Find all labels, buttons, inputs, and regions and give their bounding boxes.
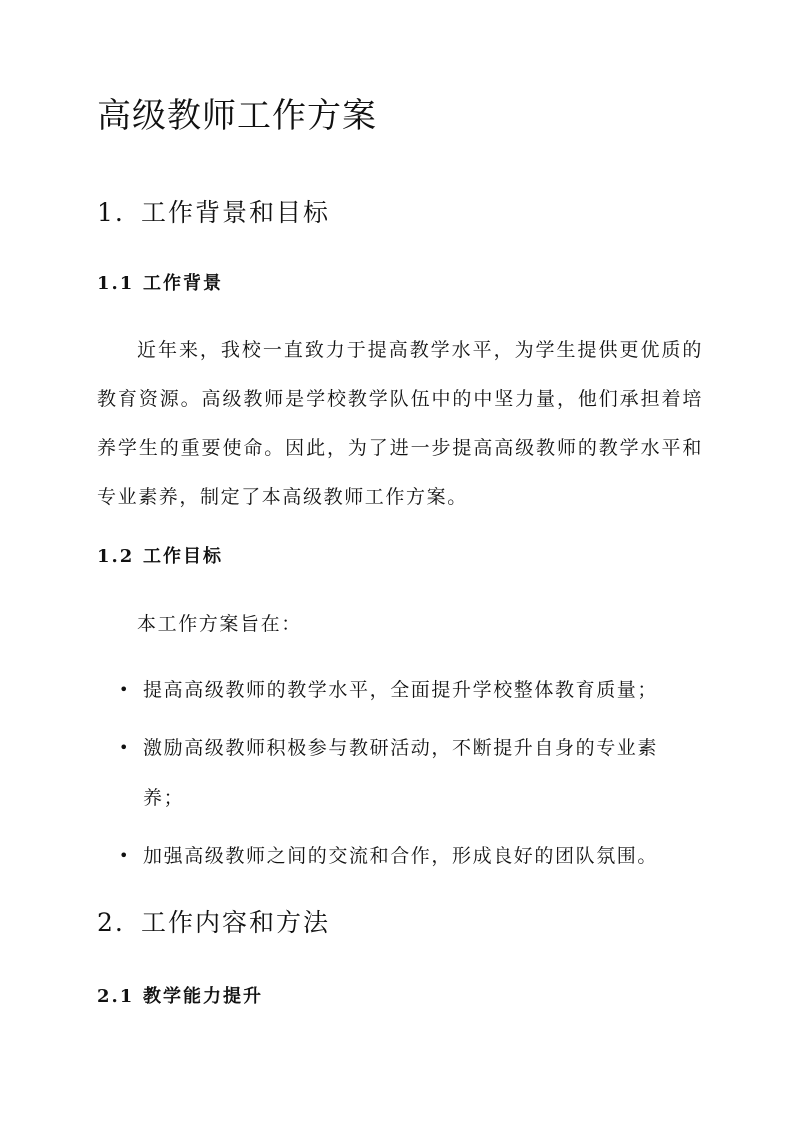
subsection-title: 工作背景 [143, 273, 223, 294]
section-number: 1. [97, 198, 125, 227]
bullet-dot-icon: • [119, 738, 131, 757]
subsection-number: 1.1 [97, 273, 135, 294]
subsection-number: 2.1 [97, 986, 135, 1007]
list-item-text: 提高高级教师的教学水平，全面提升学校整体教育质量； [143, 679, 659, 701]
section-title: 工作内容和方法 [141, 908, 331, 937]
subsection-heading [97, 270, 223, 298]
subsection-title: 工作目标 [143, 546, 223, 567]
list-item-text: 加强高级教师之间的交流和合作，形成良好的团队氛围。 [143, 845, 659, 867]
body-paragraph: 近年来，我校一直致力于提高教学水平，为学生提供更优质的教育资源。高级教师是学校教学队伍中的中坚力量，他们承担着培养学生的重要使命。因此，为了进一步提高高级教师的教学水平和专业素养，制定了本高级教师工作方案。 [97, 339, 703, 508]
list-item [97, 831, 703, 881]
list-item [97, 723, 703, 823]
bullet-dot-icon: • [119, 846, 131, 865]
section-number: 2. [97, 908, 125, 937]
section-heading [97, 195, 330, 231]
section-title: 工作背景和目标 [141, 198, 331, 227]
list-item-text: 激励高级教师积极参与教研活动，不断提升自身的专业素养； [143, 737, 659, 809]
section-heading [97, 905, 330, 941]
subsection-title: 教学能力提升 [143, 986, 263, 1007]
goal-list [97, 665, 703, 889]
intro-text: 本工作方案旨在： [137, 613, 302, 635]
list-item [97, 665, 703, 715]
document-title: 高级教师工作方案 [97, 96, 377, 136]
subsection-number: 1.2 [97, 546, 135, 567]
bullet-dot-icon: • [119, 680, 131, 699]
subsection-heading [97, 983, 263, 1011]
subsection-heading [97, 543, 223, 571]
